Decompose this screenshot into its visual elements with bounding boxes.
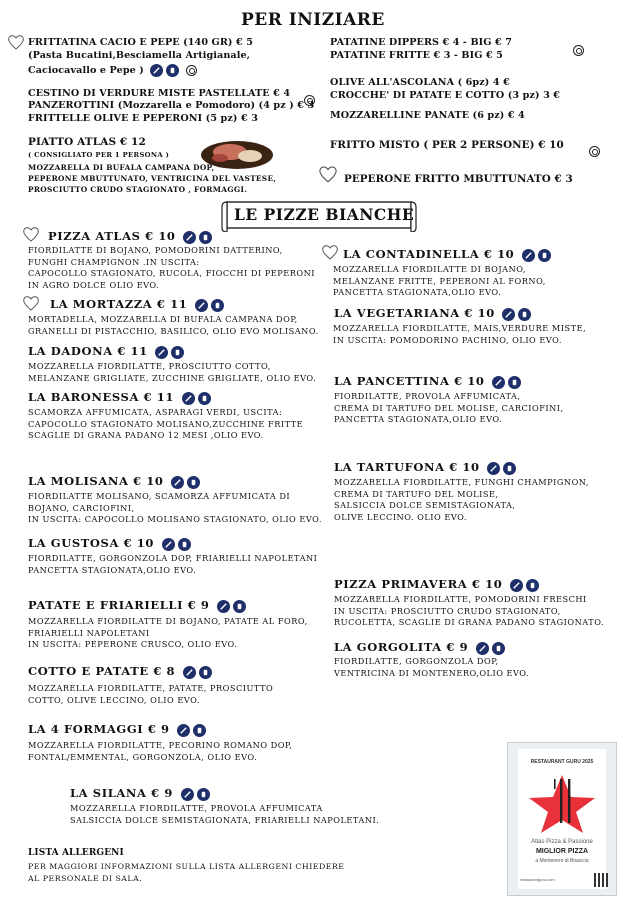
gluten-icon [171,476,184,489]
pizza-title [334,640,505,655]
mozzarelline: MOZZARELLINE PANATE (6 pz) € 4 [330,110,525,121]
pizza-name: PIZZA PRIMAVERA € 10 [334,577,503,591]
lactose-icon [198,392,211,405]
starters-title: PER INIZIARE [241,10,385,30]
gluten-icon [476,642,489,655]
pizza-desc: FIORDILATTE, GORGONZOLA DOP, [334,656,499,666]
pizza-title [28,598,246,613]
pizza-title [334,460,516,475]
crocche: CROCCHE' DI PATATE E COTTO (3 pz) 3 € [330,90,561,101]
pizza-desc: FIORDILATTE, PROVOLA AFFUMICATA, [334,391,521,401]
gluten-icon [217,600,230,613]
pizza-desc: MOZZARELLA FIORDILATTE, FUNGHI CHAMPIGNON, [334,477,590,487]
pizza-name: LA GUSTOSA € 10 [28,536,154,550]
pizza-desc: FIORDILATTE, GORGONZOLA DOP, FRIARIELLI NAPOLETANI [28,553,318,563]
allergen-ring-icon [573,45,584,56]
pizza-name: LA VEGETARIANA € 10 [334,306,495,320]
lactose-icon [508,376,521,389]
frittatina-desc: (Pasta Bucatini,Besciamella Artigianale, [28,50,251,61]
gluten-icon [150,64,163,77]
pizze-bianche-title: LE PIZZE BIANCHE [234,205,415,224]
pizza-title [334,374,521,389]
pizza-title [343,247,551,262]
allergeni-line: AL PERSONALE DI SALA. [28,874,143,883]
gluten-icon [155,346,168,359]
gluten-icon [181,788,194,801]
lactose-icon [492,642,505,655]
pizza-desc: SALSICCIA DOLCE SEMISTAGIONATA, FRIARIELLI NAPOLETANI. [70,814,380,825]
pizza-desc: GRANELLI DI PISTACCHIO, BASILICO, OLIO EVO MOLISANO. [28,325,319,336]
pizza-name: LA MOLISANA € 10 [28,474,164,488]
award-line1: Atlas Pizza & Passione [531,839,593,845]
gluten-icon [195,299,208,312]
cestino-item: CESTINO DI VERDURE MISTE PASTELLATE € 4 [28,88,291,99]
pizza-desc: MOZZARELLA FIORDILATTE, MAIS,VERDURE MISTE, [333,323,587,333]
pizza-desc: SCAMORZA AFFUMICATA, ASPARAGI VERDI, USCITA: [28,407,283,417]
gluten-icon [492,376,505,389]
pizza-title [28,390,211,405]
lactose-icon [197,788,210,801]
heart-icon [22,226,40,242]
patatine-dippers: PATATINE DIPPERS € 4 - BIG € 7 [330,37,512,48]
frittatina-title: FRITTATINA CACIO E PEPE (140 GR) € 5 [28,37,253,48]
pizza-name: LA CONTADINELLA € 10 [343,247,515,261]
pizza-desc: MOZZARELLA FIORDILATTE, PROVOLA AFFUMICATA [70,803,323,813]
pizza-desc: BOJANO, CARCIOFINI, [28,502,135,513]
gluten-icon [183,666,196,679]
pizza-desc: FUNGHI CHAMPIGNON .IN USCITA: [28,256,200,267]
pizza-name: LA DADONA € 11 [28,344,148,358]
olive-ascolana: OLIVE ALL'ASCOLANA ( 6pz) 4 € [330,77,510,88]
pizza-desc: MOZZARELLA FIORDILATTE DI BOJANO, [333,264,527,274]
pizza-desc: CAPOCOLLO STAGIONATO MOLISANO,ZUCCHINE FRITTE [28,418,304,429]
lactose-icon [518,308,531,321]
heart-icon [318,165,338,183]
pizza-title [28,344,184,359]
lactose-icon [193,724,206,737]
pizza-name: COTTO E PATATE € 8 [28,664,176,678]
pizza-desc: FIORDILATTE DI BOJANO, POMODORINI DATTERINO, [28,245,283,255]
gluten-icon [162,538,175,551]
allergen-ring-icon [589,146,600,157]
pizza-name: LA BARONESSA € 11 [28,390,174,404]
lactose-icon [233,600,246,613]
pizza-title [50,297,224,312]
lactose-icon [187,476,200,489]
pizza-desc: CREMA DI TARTUFO DEL MOLISE, CARCIOFINI, [334,402,564,413]
pizza-title [28,474,200,489]
pizza-desc: MOZZARELLA FIORDILATTE DI BOJANO, PATATE AL FORO, [28,616,308,626]
lactose-icon [199,666,212,679]
piatto-atlas-note: ( CONSIGLIATO PER 1 PERSONA ) [28,151,170,159]
piatto-atlas-desc: MOZZARELLA DI BUFALA CAMPANA DOP, [28,163,215,172]
pizza-desc: MELANZANE GRIGLIATE, ZUCCHINE GRIGLIATE, OLIO EVO. [28,372,317,383]
patatine-fritte: PATATINE FRITTE € 3 - BIG € 5 [330,50,503,61]
pizza-name: LA PANCETTINA € 10 [334,374,485,388]
pizza-desc: MOZZARELLA FIORDILATTE, POMODORINI FRESCHI [334,594,587,604]
pizza-desc: PANCETTA STAGIONATA,OLIO EVO. [28,564,197,575]
lactose-icon [178,538,191,551]
pizza-desc: CREMA DI TARTUFO DEL MOLISE, [334,488,499,499]
pizza-desc: IN USCITA: POMODORINO PACHINO, OLIO EVO. [333,334,562,345]
lactose-icon [526,579,539,592]
piatto-atlas-desc: PEPERONE MBUTTUNATO, VENTRICINA DEL VASTESE, [28,174,277,183]
pizza-name: LA GORGOLITA € 9 [334,640,469,654]
pizza-desc: FONTAL/EMMENTAL, GORGONZOLA, OLIO EVO. [28,751,258,762]
piatto-atlas-desc: PROSCIUTTO CRUDO STAGIONATO , FORMAGGI. [28,185,248,194]
award-url: restaurantguru.com [520,877,555,882]
pizza-desc: VENTRICINA DI MONTENERO,OLIO EVO. [334,667,530,678]
pizza-desc: IN USCITA: PEPERONE CRUSCO, OLIO EVO. [28,639,238,649]
allergeni-title: LISTA ALLERGENI [28,848,124,858]
gluten-icon [177,724,190,737]
pizza-desc: RUCOLETTA, SCAGLIE DI GRANA PADANO STAGIONATO. [334,617,605,627]
pizza-desc: CAPOCOLLO STAGIONATO, RUCOLA, FIOCCHI DI PEPERONI [28,268,315,278]
lactose-icon [199,231,212,244]
award-top: RESTAURANT GURU 2025 [530,759,594,765]
pizza-desc: IN USCITA: CAPOCOLLO MOLISANO STAGIONATO, OLIO EVO. [28,514,322,524]
pizza-desc: SALSICCIA DOLCE SEMISTAGIONATA, [334,500,516,510]
award-line3: a Montenero di Bisaccia [535,858,589,864]
lactose-icon [211,299,224,312]
pizza-title [28,664,212,679]
pizza-desc: FRIARIELLI NAPOLETANI [28,627,150,638]
pizza-desc: MOZZARELLA FIORDILATTE, PECORINO ROMANO DOP, [28,740,293,750]
pizza-name: LA TARTUFONA € 10 [334,460,480,474]
pizza-desc: PANCETTA STAGIONATA,OLIO EVO. [333,287,502,297]
panzerottini-item: PANZEROTTINI (Mozzarella e Pomodoro) (4 pz ) € 3 [28,100,315,111]
pizza-name: LA 4 FORMAGGI € 9 [28,722,170,736]
gluten-icon [502,308,515,321]
pizza-desc: COTTO, OLIVE LECCINO, OLIO EVO. [28,694,200,705]
lactose-icon [166,64,179,77]
pizza-desc: MOZZARELLA FIORDILATTE, PROSCIUTTO COTTO, [28,361,271,371]
pizza-desc: IN AGRO DOLCE OLIO EVO. [28,279,160,290]
lactose-icon [171,346,184,359]
fritto-misto: FRITTO MISTO ( PER 2 PERSONE) € 10 [330,139,564,151]
qr-code [594,873,608,887]
pizza-title [70,786,210,801]
heart-icon [22,295,40,311]
piatto-atlas-title: PIATTO ATLAS € 12 [28,136,146,148]
pizza-name: PATATE E FRIARIELLI € 9 [28,598,210,612]
platter-image [200,138,274,170]
pizza-name: PIZZA ATLAS € 10 [48,229,176,243]
pizza-title [334,577,539,592]
pizza-title [28,536,191,551]
gluten-icon [510,579,523,592]
frittatina-desc-2: Caciocavallo e Pepe ) [28,64,197,77]
pizza-name: LA MORTAZZA € 11 [50,297,188,311]
award-badge [507,742,617,896]
lactose-icon [503,462,516,475]
heart-icon [7,34,25,50]
gluten-icon [487,462,500,475]
lactose-icon [538,249,551,262]
pizza-desc: PANCETTA STAGIONATA,OLIO EVO. [334,414,503,424]
pizza-desc: MORTADELLA, MOZZARELLA DI BUFALA CAMPANA DOP, [28,314,298,324]
pizza-desc: FIORDILATTE MOLISANO, SCAMORZA AFFUMICATA DI [28,491,291,501]
pizza-desc: MOZZARELLA FIORDILATTE, PATATE, PROSCIUTTO [28,683,274,693]
pizza-desc: OLIVE LECCINO. OLIO EVO. [334,511,467,522]
pizza-title [334,306,531,321]
award-line2: MIGLIOR PIZZA [535,848,589,855]
heart-icon [321,244,339,260]
frittelle-item: FRITTELLE OLIVE E PEPERONI (5 pz) € 3 [28,113,258,124]
pizza-title [48,229,212,244]
gluten-icon [182,392,195,405]
gluten-icon [183,231,196,244]
allergeni-line: PER MAGGIORI INFORMAZIONI SULLA LISTA ALLERGENI CHIEDERE [28,862,345,871]
pizza-name: LA SILANA € 9 [70,786,173,800]
allergen-ring-icon [186,65,197,76]
gluten-icon [522,249,535,262]
pizza-desc: IN USCITA: PROSCIUTTO CRUDO STAGIONATO, [334,605,561,616]
pizza-desc: SCAGLIE DI GRANA PADANO 12 MESI ,OLIO EVO. [28,430,264,440]
pizza-desc: MELANZANE FRITTE, PEPERONI AL FORNO, [333,275,546,286]
pizza-title [28,722,206,737]
star-icon [524,771,600,835]
peperone-fritto: PEPERONE FRITTO MBUTTUNATO € 3 [344,173,573,185]
